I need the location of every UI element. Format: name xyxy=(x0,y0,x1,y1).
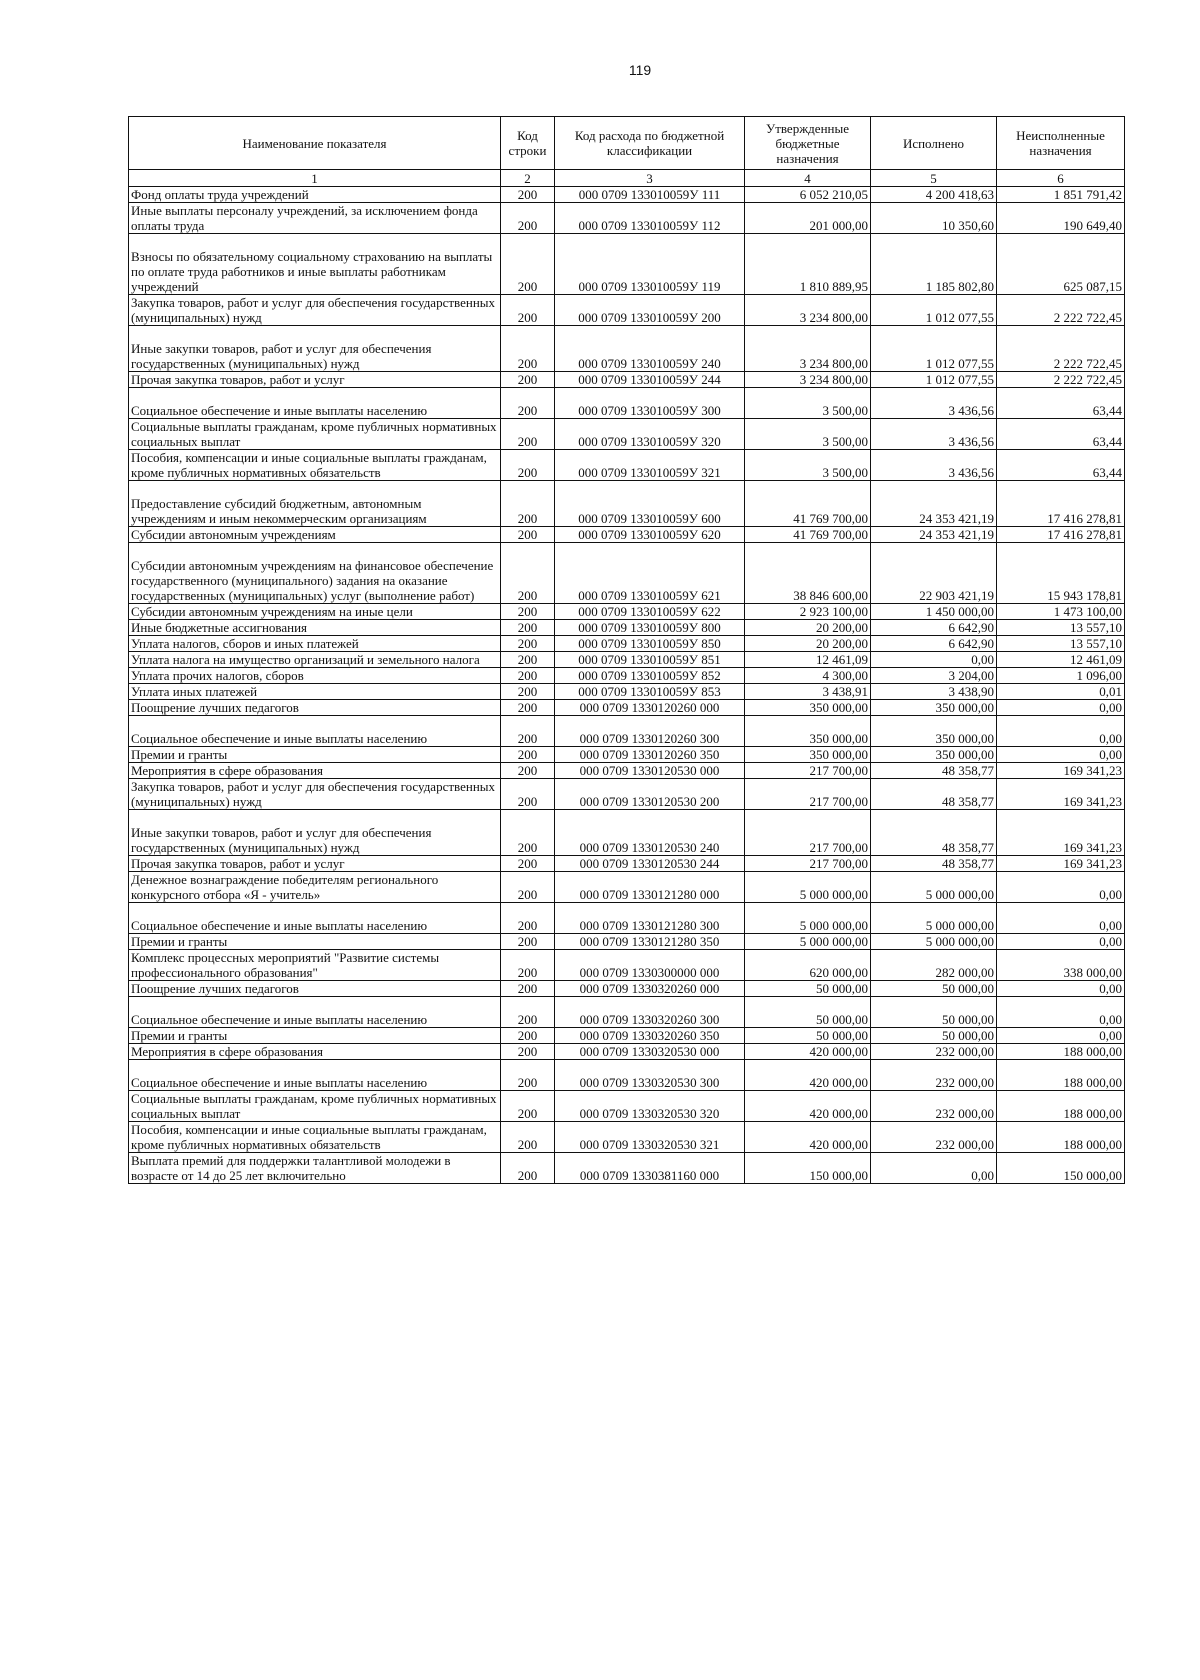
row-expense-code-cell: 000 0709 133010059У 851 xyxy=(555,652,745,668)
row-executed-cell: 0,00 xyxy=(871,1153,997,1184)
row-line-code-cell: 200 xyxy=(501,700,555,716)
row-line-code-cell: 200 xyxy=(501,1060,555,1091)
table-row xyxy=(129,747,1125,763)
table-row xyxy=(129,652,1125,668)
row-executed-cell: 6 642,90 xyxy=(871,636,997,652)
row-line-code-cell: 200 xyxy=(501,543,555,604)
row-line-code-cell: 200 xyxy=(501,372,555,388)
row-line-code-cell: 200 xyxy=(501,326,555,372)
row-unexecuted-cell: 63,44 xyxy=(997,419,1125,450)
table-row xyxy=(129,1060,1125,1091)
table-row xyxy=(129,1044,1125,1060)
row-executed-cell: 1 012 077,55 xyxy=(871,326,997,372)
table-row xyxy=(129,872,1125,903)
row-name-cell: Уплата налога на имущество организаций и земельного налога xyxy=(129,652,501,668)
row-executed-cell: 50 000,00 xyxy=(871,1028,997,1044)
table-row xyxy=(129,684,1125,700)
row-unexecuted-cell: 2 222 722,45 xyxy=(997,372,1125,388)
table-row xyxy=(129,903,1125,934)
table-row xyxy=(129,419,1125,450)
table-row xyxy=(129,1122,1125,1153)
row-approved-cell: 217 700,00 xyxy=(745,779,871,810)
column-number: 6 xyxy=(997,170,1125,187)
row-executed-cell: 3 438,90 xyxy=(871,684,997,700)
row-name-cell: Субсидии автономным учреждениям на иные цели xyxy=(129,604,501,620)
row-approved-cell: 3 500,00 xyxy=(745,419,871,450)
row-expense-code-cell: 000 0709 1330320260 300 xyxy=(555,997,745,1028)
row-line-code-cell: 200 xyxy=(501,716,555,747)
row-name-cell: Прочая закупка товаров, работ и услуг xyxy=(129,856,501,872)
row-unexecuted-cell: 13 557,10 xyxy=(997,620,1125,636)
row-executed-cell: 1 450 000,00 xyxy=(871,604,997,620)
row-line-code-cell: 200 xyxy=(501,981,555,997)
row-approved-cell: 420 000,00 xyxy=(745,1091,871,1122)
row-executed-cell: 50 000,00 xyxy=(871,981,997,997)
row-approved-cell: 50 000,00 xyxy=(745,1028,871,1044)
row-name-cell: Уплата налогов, сборов и иных платежей xyxy=(129,636,501,652)
row-line-code-cell: 200 xyxy=(501,481,555,527)
column-number: 5 xyxy=(871,170,997,187)
row-name-cell: Поощрение лучших педагогов xyxy=(129,700,501,716)
row-unexecuted-cell: 17 416 278,81 xyxy=(997,481,1125,527)
row-unexecuted-cell: 169 341,23 xyxy=(997,810,1125,856)
row-approved-cell: 20 200,00 xyxy=(745,620,871,636)
row-expense-code-cell: 000 0709 133010059У 850 xyxy=(555,636,745,652)
row-approved-cell: 3 234 800,00 xyxy=(745,326,871,372)
page-number: 119 xyxy=(628,62,652,78)
row-executed-cell: 48 358,77 xyxy=(871,763,997,779)
row-approved-cell: 620 000,00 xyxy=(745,950,871,981)
row-expense-code-cell: 000 0709 133010059У 321 xyxy=(555,450,745,481)
row-expense-code-cell: 000 0709 133010059У 111 xyxy=(555,187,745,203)
row-approved-cell: 217 700,00 xyxy=(745,810,871,856)
table-row xyxy=(129,620,1125,636)
row-executed-cell: 350 000,00 xyxy=(871,716,997,747)
row-expense-code-cell: 000 0709 133010059У 112 xyxy=(555,203,745,234)
table-row xyxy=(129,527,1125,543)
table-row xyxy=(129,779,1125,810)
row-approved-cell: 217 700,00 xyxy=(745,856,871,872)
row-executed-cell: 3 204,00 xyxy=(871,668,997,684)
row-approved-cell: 1 810 889,95 xyxy=(745,234,871,295)
row-expense-code-cell: 000 0709 133010059У 621 xyxy=(555,543,745,604)
table-row xyxy=(129,388,1125,419)
row-executed-cell: 1 012 077,55 xyxy=(871,295,997,326)
row-unexecuted-cell: 63,44 xyxy=(997,388,1125,419)
row-executed-cell: 5 000 000,00 xyxy=(871,872,997,903)
row-approved-cell: 5 000 000,00 xyxy=(745,934,871,950)
row-approved-cell: 3 234 800,00 xyxy=(745,372,871,388)
row-name-cell: Уплата прочих налогов, сборов xyxy=(129,668,501,684)
row-executed-cell: 1 012 077,55 xyxy=(871,372,997,388)
row-expense-code-cell: 000 0709 133010059У 244 xyxy=(555,372,745,388)
row-unexecuted-cell: 188 000,00 xyxy=(997,1044,1125,1060)
row-unexecuted-cell: 188 000,00 xyxy=(997,1091,1125,1122)
row-unexecuted-cell: 0,00 xyxy=(997,747,1125,763)
row-executed-cell: 350 000,00 xyxy=(871,700,997,716)
row-executed-cell: 3 436,56 xyxy=(871,450,997,481)
row-unexecuted-cell: 1 473 100,00 xyxy=(997,604,1125,620)
table-row xyxy=(129,187,1125,203)
row-name-cell: Иные закупки товаров, работ и услуг для обеспечения государственных (муниципальных) нужд xyxy=(129,326,501,372)
row-approved-cell: 50 000,00 xyxy=(745,997,871,1028)
row-name-cell: Мероприятия в сфере образования xyxy=(129,763,501,779)
row-unexecuted-cell: 169 341,23 xyxy=(997,856,1125,872)
row-approved-cell: 420 000,00 xyxy=(745,1060,871,1091)
row-name-cell: Премии и гранты xyxy=(129,1028,501,1044)
row-approved-cell: 50 000,00 xyxy=(745,981,871,997)
row-executed-cell: 232 000,00 xyxy=(871,1060,997,1091)
row-name-cell: Социальное обеспечение и иные выплаты населению xyxy=(129,997,501,1028)
row-unexecuted-cell: 15 943 178,81 xyxy=(997,543,1125,604)
row-approved-cell: 38 846 600,00 xyxy=(745,543,871,604)
row-name-cell: Выплата премий для поддержки талантливой молодежи в возрасте от 14 до 25 лет включительно xyxy=(129,1153,501,1184)
row-line-code-cell: 200 xyxy=(501,604,555,620)
row-unexecuted-cell: 0,00 xyxy=(997,716,1125,747)
row-line-code-cell: 200 xyxy=(501,187,555,203)
table-row xyxy=(129,372,1125,388)
header-approved: Утвержденные бюджетные назначения xyxy=(745,117,871,170)
table-row xyxy=(129,636,1125,652)
row-unexecuted-cell: 1 851 791,42 xyxy=(997,187,1125,203)
row-expense-code-cell: 000 0709 133010059У 852 xyxy=(555,668,745,684)
row-expense-code-cell: 000 0709 1330320260 000 xyxy=(555,981,745,997)
row-expense-code-cell: 000 0709 1330120530 240 xyxy=(555,810,745,856)
row-expense-code-cell: 000 0709 133010059У 240 xyxy=(555,326,745,372)
row-executed-cell: 282 000,00 xyxy=(871,950,997,981)
row-line-code-cell: 200 xyxy=(501,234,555,295)
row-expense-code-cell: 000 0709 1330120260 000 xyxy=(555,700,745,716)
row-unexecuted-cell: 2 222 722,45 xyxy=(997,326,1125,372)
row-name-cell: Социальное обеспечение и иные выплаты населению xyxy=(129,388,501,419)
row-line-code-cell: 200 xyxy=(501,295,555,326)
row-approved-cell: 41 769 700,00 xyxy=(745,481,871,527)
row-line-code-cell: 200 xyxy=(501,810,555,856)
row-approved-cell: 6 052 210,05 xyxy=(745,187,871,203)
table-row xyxy=(129,1091,1125,1122)
row-line-code-cell: 200 xyxy=(501,856,555,872)
row-unexecuted-cell: 13 557,10 xyxy=(997,636,1125,652)
row-expense-code-cell: 000 0709 1330320530 300 xyxy=(555,1060,745,1091)
row-executed-cell: 3 436,56 xyxy=(871,419,997,450)
row-approved-cell: 5 000 000,00 xyxy=(745,872,871,903)
row-line-code-cell: 200 xyxy=(501,419,555,450)
row-unexecuted-cell: 188 000,00 xyxy=(997,1060,1125,1091)
table-row xyxy=(129,981,1125,997)
row-name-cell: Фонд оплаты труда учреждений xyxy=(129,187,501,203)
row-line-code-cell: 200 xyxy=(501,684,555,700)
row-unexecuted-cell: 0,00 xyxy=(997,981,1125,997)
row-unexecuted-cell: 0,00 xyxy=(997,997,1125,1028)
row-unexecuted-cell: 1 096,00 xyxy=(997,668,1125,684)
row-name-cell: Социальное обеспечение и иные выплаты населению xyxy=(129,716,501,747)
row-line-code-cell: 200 xyxy=(501,636,555,652)
table-row xyxy=(129,856,1125,872)
row-expense-code-cell: 000 0709 1330121280 300 xyxy=(555,903,745,934)
row-executed-cell: 48 358,77 xyxy=(871,810,997,856)
row-name-cell: Иные закупки товаров, работ и услуг для обеспечения государственных (муниципальных) нужд xyxy=(129,810,501,856)
row-executed-cell: 350 000,00 xyxy=(871,747,997,763)
row-approved-cell: 350 000,00 xyxy=(745,747,871,763)
row-unexecuted-cell: 12 461,09 xyxy=(997,652,1125,668)
header-executed: Исполнено xyxy=(871,117,997,170)
row-line-code-cell: 200 xyxy=(501,1153,555,1184)
row-expense-code-cell: 000 0709 133010059У 200 xyxy=(555,295,745,326)
row-expense-code-cell: 000 0709 1330120260 350 xyxy=(555,747,745,763)
table-row xyxy=(129,934,1125,950)
header-unexecuted: Неисполненные назначения xyxy=(997,117,1125,170)
table-row xyxy=(129,716,1125,747)
row-name-cell: Пособия, компенсации и иные социальные выплаты гражданам, кроме публичных нормативных обязательств xyxy=(129,1122,501,1153)
row-approved-cell: 2 923 100,00 xyxy=(745,604,871,620)
row-line-code-cell: 200 xyxy=(501,872,555,903)
row-expense-code-cell: 000 0709 1330320530 000 xyxy=(555,1044,745,1060)
row-name-cell: Комплекс процессных мероприятий "Развитие системы профессионального образования" xyxy=(129,950,501,981)
table-row xyxy=(129,481,1125,527)
row-line-code-cell: 200 xyxy=(501,1122,555,1153)
table-row xyxy=(129,543,1125,604)
table-header xyxy=(129,117,1125,187)
row-unexecuted-cell: 17 416 278,81 xyxy=(997,527,1125,543)
row-expense-code-cell: 000 0709 133010059У 622 xyxy=(555,604,745,620)
row-executed-cell: 22 903 421,19 xyxy=(871,543,997,604)
row-line-code-cell: 200 xyxy=(501,1091,555,1122)
row-line-code-cell: 200 xyxy=(501,620,555,636)
row-executed-cell: 24 353 421,19 xyxy=(871,527,997,543)
row-unexecuted-cell: 188 000,00 xyxy=(997,1122,1125,1153)
table-row xyxy=(129,450,1125,481)
row-line-code-cell: 200 xyxy=(501,950,555,981)
row-executed-cell: 48 358,77 xyxy=(871,856,997,872)
table-row xyxy=(129,668,1125,684)
row-line-code-cell: 200 xyxy=(501,652,555,668)
row-name-cell: Социальные выплаты гражданам, кроме публичных нормативных социальных выплат xyxy=(129,419,501,450)
table-row xyxy=(129,700,1125,716)
row-executed-cell: 48 358,77 xyxy=(871,779,997,810)
row-name-cell: Мероприятия в сфере образования xyxy=(129,1044,501,1060)
row-executed-cell: 5 000 000,00 xyxy=(871,903,997,934)
row-name-cell: Премии и гранты xyxy=(129,934,501,950)
header-line-code: Код строки xyxy=(501,117,555,170)
row-approved-cell: 3 234 800,00 xyxy=(745,295,871,326)
row-executed-cell: 4 200 418,63 xyxy=(871,187,997,203)
table-row xyxy=(129,1028,1125,1044)
row-unexecuted-cell: 2 222 722,45 xyxy=(997,295,1125,326)
row-line-code-cell: 200 xyxy=(501,388,555,419)
row-approved-cell: 201 000,00 xyxy=(745,203,871,234)
row-expense-code-cell: 000 0709 1330300000 000 xyxy=(555,950,745,981)
row-unexecuted-cell: 0,00 xyxy=(997,1028,1125,1044)
row-executed-cell: 232 000,00 xyxy=(871,1091,997,1122)
budget-execution-table xyxy=(128,116,1125,1184)
row-approved-cell: 150 000,00 xyxy=(745,1153,871,1184)
row-name-cell: Взносы по обязательному социальному страхованию на выплаты по оплате труда работников и иные выплаты работникам учреждений xyxy=(129,234,501,295)
column-number: 2 xyxy=(501,170,555,187)
row-name-cell: Денежное вознаграждение победителям регионального конкурсного отбора «Я - учитель» xyxy=(129,872,501,903)
row-executed-cell: 6 642,90 xyxy=(871,620,997,636)
row-line-code-cell: 200 xyxy=(501,527,555,543)
row-executed-cell: 10 350,60 xyxy=(871,203,997,234)
row-line-code-cell: 200 xyxy=(501,203,555,234)
row-executed-cell: 232 000,00 xyxy=(871,1044,997,1060)
table-row xyxy=(129,234,1125,295)
row-name-cell: Уплата иных платежей xyxy=(129,684,501,700)
row-approved-cell: 20 200,00 xyxy=(745,636,871,652)
row-approved-cell: 3 500,00 xyxy=(745,388,871,419)
row-expense-code-cell: 000 0709 1330121280 000 xyxy=(555,872,745,903)
row-executed-cell: 5 000 000,00 xyxy=(871,934,997,950)
column-number: 4 xyxy=(745,170,871,187)
row-unexecuted-cell: 190 649,40 xyxy=(997,203,1125,234)
row-approved-cell: 3 438,91 xyxy=(745,684,871,700)
table-row xyxy=(129,203,1125,234)
row-unexecuted-cell: 169 341,23 xyxy=(997,763,1125,779)
row-approved-cell: 5 000 000,00 xyxy=(745,903,871,934)
row-unexecuted-cell: 0,00 xyxy=(997,903,1125,934)
row-unexecuted-cell: 625 087,15 xyxy=(997,234,1125,295)
row-line-code-cell: 200 xyxy=(501,934,555,950)
header-expense-code: Код расхода по бюджетной классификации xyxy=(555,117,745,170)
row-approved-cell: 41 769 700,00 xyxy=(745,527,871,543)
row-name-cell: Пособия, компенсации и иные социальные выплаты гражданам, кроме публичных нормативных обязательств xyxy=(129,450,501,481)
row-line-code-cell: 200 xyxy=(501,903,555,934)
row-expense-code-cell: 000 0709 1330320530 320 xyxy=(555,1091,745,1122)
row-approved-cell: 217 700,00 xyxy=(745,763,871,779)
row-expense-code-cell: 000 0709 133010059У 600 xyxy=(555,481,745,527)
column-number: 1 xyxy=(129,170,501,187)
row-approved-cell: 350 000,00 xyxy=(745,716,871,747)
row-expense-code-cell: 000 0709 133010059У 119 xyxy=(555,234,745,295)
row-executed-cell: 1 185 802,80 xyxy=(871,234,997,295)
row-unexecuted-cell: 0,00 xyxy=(997,700,1125,716)
row-line-code-cell: 200 xyxy=(501,779,555,810)
row-expense-code-cell: 000 0709 1330120260 300 xyxy=(555,716,745,747)
row-unexecuted-cell: 0,01 xyxy=(997,684,1125,700)
table-body xyxy=(129,187,1125,1184)
row-unexecuted-cell: 338 000,00 xyxy=(997,950,1125,981)
table-row xyxy=(129,295,1125,326)
header-name: Наименование показателя xyxy=(129,117,501,170)
row-executed-cell: 3 436,56 xyxy=(871,388,997,419)
row-executed-cell: 0,00 xyxy=(871,652,997,668)
row-unexecuted-cell: 63,44 xyxy=(997,450,1125,481)
column-number: 3 xyxy=(555,170,745,187)
row-approved-cell: 12 461,09 xyxy=(745,652,871,668)
row-approved-cell: 3 500,00 xyxy=(745,450,871,481)
row-approved-cell: 420 000,00 xyxy=(745,1122,871,1153)
row-name-cell: Предоставление субсидий бюджетным, автономным учреждениям и иным некоммерческим организациям xyxy=(129,481,501,527)
row-expense-code-cell: 000 0709 1330120530 200 xyxy=(555,779,745,810)
row-executed-cell: 232 000,00 xyxy=(871,1122,997,1153)
row-expense-code-cell: 000 0709 1330121280 350 xyxy=(555,934,745,950)
row-name-cell: Субсидии автономным учреждениям xyxy=(129,527,501,543)
table-row xyxy=(129,326,1125,372)
row-name-cell: Социальное обеспечение и иные выплаты населению xyxy=(129,903,501,934)
row-line-code-cell: 200 xyxy=(501,747,555,763)
row-approved-cell: 350 000,00 xyxy=(745,700,871,716)
table-row xyxy=(129,810,1125,856)
row-name-cell: Премии и гранты xyxy=(129,747,501,763)
row-unexecuted-cell: 169 341,23 xyxy=(997,779,1125,810)
row-name-cell: Поощрение лучших педагогов xyxy=(129,981,501,997)
row-expense-code-cell: 000 0709 1330320260 350 xyxy=(555,1028,745,1044)
row-expense-code-cell: 000 0709 133010059У 300 xyxy=(555,388,745,419)
row-expense-code-cell: 000 0709 133010059У 853 xyxy=(555,684,745,700)
row-unexecuted-cell: 150 000,00 xyxy=(997,1153,1125,1184)
row-line-code-cell: 200 xyxy=(501,763,555,779)
row-expense-code-cell: 000 0709 1330120530 244 xyxy=(555,856,745,872)
row-name-cell: Социальные выплаты гражданам, кроме публичных нормативных социальных выплат xyxy=(129,1091,501,1122)
row-expense-code-cell: 000 0709 1330120530 000 xyxy=(555,763,745,779)
row-approved-cell: 420 000,00 xyxy=(745,1044,871,1060)
row-expense-code-cell: 000 0709 133010059У 800 xyxy=(555,620,745,636)
row-expense-code-cell: 000 0709 1330320530 321 xyxy=(555,1122,745,1153)
table-row xyxy=(129,763,1125,779)
row-unexecuted-cell: 0,00 xyxy=(997,872,1125,903)
row-line-code-cell: 200 xyxy=(501,997,555,1028)
row-expense-code-cell: 000 0709 133010059У 620 xyxy=(555,527,745,543)
row-name-cell: Субсидии автономным учреждениям на финансовое обеспечение государственного (муниципального) задания на оказание государственных (муниципальных) услуг (выполнение работ) xyxy=(129,543,501,604)
row-name-cell: Закупка товаров, работ и услуг для обеспечения государственных (муниципальных) нужд xyxy=(129,779,501,810)
row-name-cell: Социальное обеспечение и иные выплаты населению xyxy=(129,1060,501,1091)
table-row xyxy=(129,950,1125,981)
row-approved-cell: 4 300,00 xyxy=(745,668,871,684)
table-row xyxy=(129,604,1125,620)
row-expense-code-cell: 000 0709 133010059У 320 xyxy=(555,419,745,450)
row-line-code-cell: 200 xyxy=(501,1028,555,1044)
row-line-code-cell: 200 xyxy=(501,450,555,481)
table-row xyxy=(129,997,1125,1028)
row-line-code-cell: 200 xyxy=(501,1044,555,1060)
row-expense-code-cell: 000 0709 1330381160 000 xyxy=(555,1153,745,1184)
row-name-cell: Прочая закупка товаров, работ и услуг xyxy=(129,372,501,388)
row-executed-cell: 50 000,00 xyxy=(871,997,997,1028)
row-unexecuted-cell: 0,00 xyxy=(997,934,1125,950)
table-row xyxy=(129,1153,1125,1184)
row-name-cell: Иные бюджетные ассигнования xyxy=(129,620,501,636)
row-name-cell: Закупка товаров, работ и услуг для обеспечения государственных (муниципальных) нужд xyxy=(129,295,501,326)
row-name-cell: Иные выплаты персоналу учреждений, за исключением фонда оплаты труда xyxy=(129,203,501,234)
row-executed-cell: 24 353 421,19 xyxy=(871,481,997,527)
row-line-code-cell: 200 xyxy=(501,668,555,684)
